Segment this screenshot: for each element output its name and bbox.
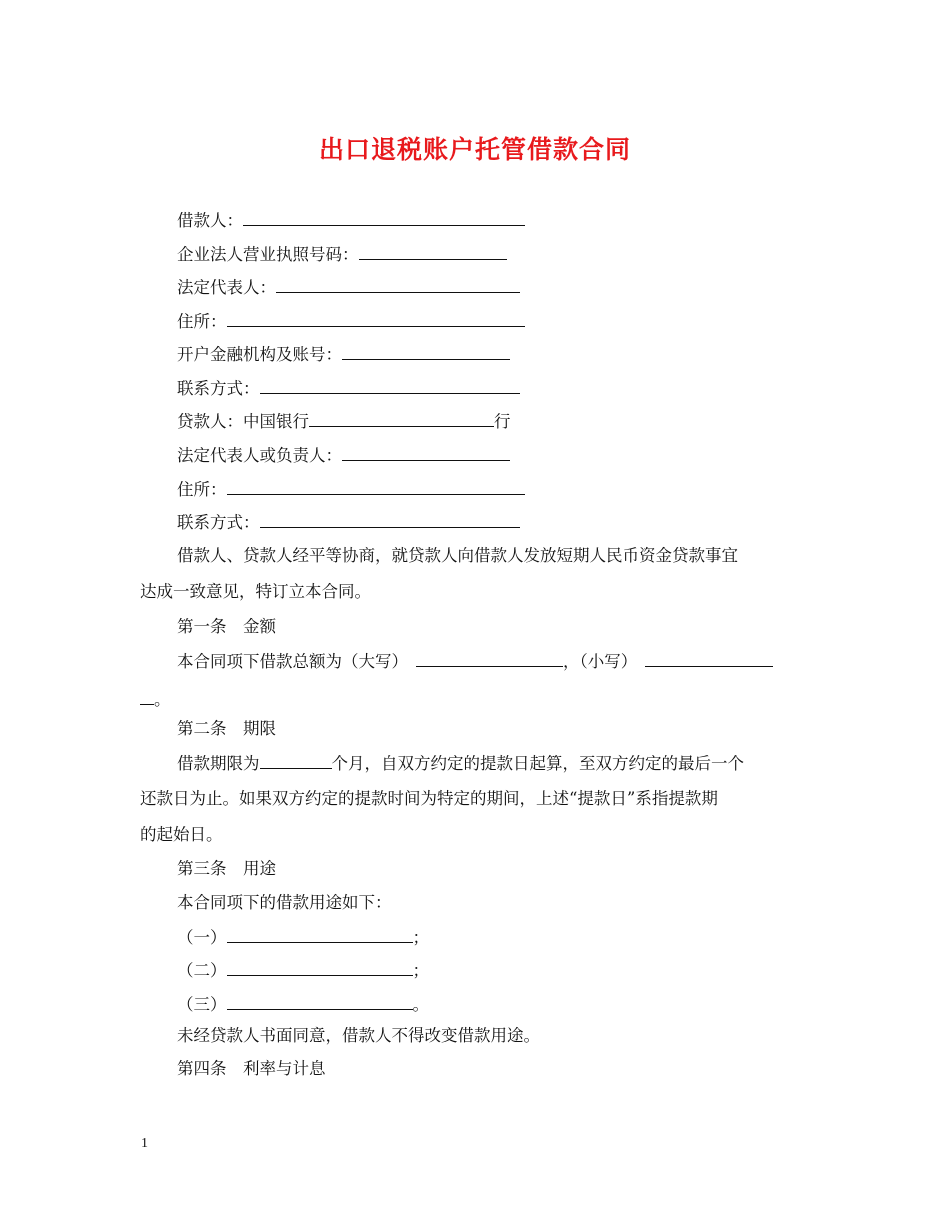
license-blank[interactable]: [359, 243, 507, 260]
lender-rep-blank[interactable]: [342, 444, 510, 461]
address2-label: 住所：: [177, 480, 227, 499]
borrower-line: [177, 209, 525, 232]
bank-account-label: 开户金融机构及账号：: [177, 345, 342, 364]
borrower-blank[interactable]: [243, 209, 525, 226]
contact1-line: [177, 377, 520, 400]
article2-line3: 的起始日。: [140, 825, 223, 844]
document-title: 出口退税账户托管借款合同: [318, 135, 631, 164]
lender-suffix: 行: [494, 412, 511, 431]
address2-line: [177, 478, 525, 501]
use3-end: 。: [412, 995, 429, 1014]
bank-account-blank[interactable]: [342, 343, 510, 360]
legal-rep-label: 法定代表人：: [177, 278, 276, 297]
term-label: 借款期限为: [177, 754, 260, 773]
page-number: 1: [141, 1136, 148, 1151]
lender-label: 贷款人：中国银行: [177, 412, 309, 431]
legal-rep-line: [177, 276, 520, 299]
article3-heading: 第三条 用途: [177, 859, 276, 878]
contact1-label: 联系方式：: [177, 379, 260, 398]
amount-figures-label: ，（小写）: [563, 652, 638, 671]
lender-rep-label: 法定代表人或负责人：: [177, 446, 342, 465]
contact1-blank[interactable]: [260, 377, 520, 394]
use1-end: ；: [412, 928, 429, 947]
article3-intro: 本合同项下的借款用途如下：: [177, 893, 392, 912]
use-item-2: [177, 959, 429, 982]
contact2-line: [177, 511, 520, 534]
article1-period: 。: [154, 690, 171, 709]
article2-line2: 还款日为止。如果双方约定的提款时间为特定的期间，上述“提款日”系指提款期: [140, 789, 718, 808]
article4-heading: 第四条 利率与计息: [177, 1059, 326, 1078]
term-text: 个月，自双方约定的提款日起算，至双方约定的最后一个: [331, 754, 744, 773]
lender-rep-line: [177, 444, 510, 467]
lender-line: [177, 410, 511, 433]
use-item-3: [177, 993, 429, 1016]
article1-amount-line: [177, 650, 773, 673]
lender-branch-blank[interactable]: [309, 410, 494, 427]
use3-blank[interactable]: [227, 993, 413, 1010]
address1-label: 住所：: [177, 312, 227, 331]
license-label: 企业法人营业执照号码：: [177, 245, 359, 264]
article3-note: 未经贷款人书面同意，借款人不得改变借款用途。: [177, 1026, 540, 1045]
term-months-blank[interactable]: [260, 752, 332, 769]
use3-label: （三）: [177, 995, 227, 1014]
article2-heading: 第二条 期限: [177, 719, 276, 738]
intro-paragraph-line1: 借款人、贷款人经平等协商，就贷款人向借款人发放短期人民币资金贷款事宜: [177, 546, 738, 565]
contact2-blank[interactable]: [260, 511, 520, 528]
use-item-1: [177, 926, 429, 949]
bank-account-line: [177, 343, 510, 366]
intro-paragraph-line2: 达成一致意见，特订立本合同。: [140, 582, 371, 601]
legal-rep-blank[interactable]: [276, 276, 520, 293]
article1-heading: 第一条 金额: [177, 617, 276, 636]
use1-label: （一）: [177, 928, 227, 947]
use1-blank[interactable]: [227, 926, 413, 943]
address1-blank[interactable]: [227, 310, 525, 327]
amount-words-label: 本合同项下借款总额为（大写）: [177, 652, 408, 671]
address2-blank[interactable]: [227, 478, 525, 495]
amount-words-blank[interactable]: [416, 650, 563, 667]
article1-amount-line2: [140, 688, 171, 711]
amount-figures-blank[interactable]: [645, 650, 773, 667]
address1-line: [177, 310, 525, 333]
use2-label: （二）: [177, 961, 227, 980]
contact2-label: 联系方式：: [177, 513, 260, 532]
license-line: [177, 243, 507, 266]
borrower-label: 借款人：: [177, 211, 243, 230]
use2-end: ；: [412, 961, 429, 980]
use2-blank[interactable]: [227, 959, 413, 976]
amount-figures-blank-cont[interactable]: [140, 688, 154, 705]
article2-line1: [177, 752, 744, 775]
